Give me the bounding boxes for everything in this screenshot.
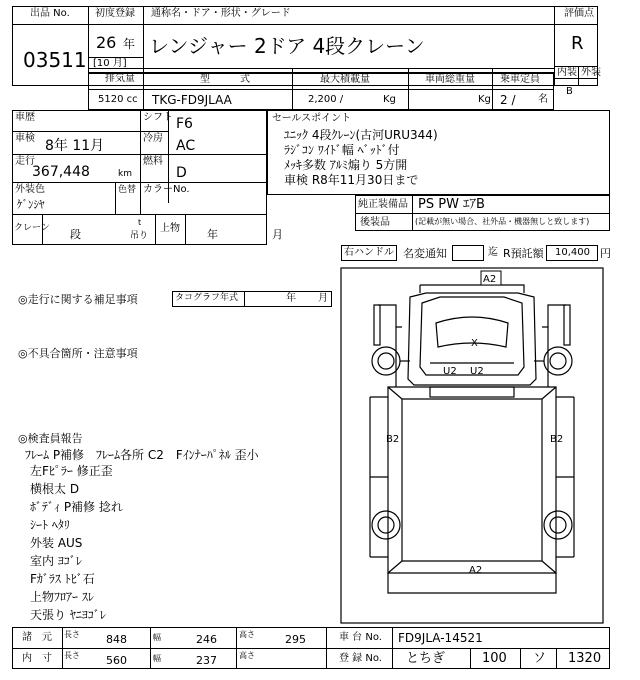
fuel-label: 燃料: [143, 156, 163, 167]
registration-label: 登 録 No.: [339, 653, 382, 664]
model-label: 通称名・ドア・形状・グレード: [151, 8, 291, 19]
handle-value: 右ハンドル: [344, 247, 394, 258]
crane-label: クレーン: [14, 223, 50, 233]
genuine-equipment: PS PW ｴｱB: [418, 197, 485, 212]
reg-year: 26: [96, 33, 117, 52]
fuel-value: D: [176, 165, 187, 181]
mark-seat-left: U2: [443, 366, 457, 377]
displacement-value: 5120 cc: [98, 94, 138, 105]
mileage-value: 367,448: [32, 164, 90, 180]
mark-front: A2: [483, 274, 497, 285]
registration-area: とちぎ: [406, 651, 446, 666]
spec-height-label: 高さ: [239, 630, 255, 639]
inspector-line: ｼｰﾄ ﾍﾀﾘ: [30, 518, 70, 532]
upper-month: 月: [272, 228, 283, 241]
registration-kana: ソ: [533, 651, 547, 666]
inspector-label: ◎検査員報告: [18, 432, 83, 445]
chassis-label: 車 台 No.: [339, 632, 382, 643]
spec-width: 246: [196, 633, 217, 646]
inspection-value: 8年 11月: [45, 138, 105, 154]
sales-point-line: ﾗｼﾞｺﾝ ﾜｲﾄﾞ幅 ﾍﾞｯﾄﾞ付: [284, 143, 400, 157]
spec-length: 848: [106, 633, 127, 646]
upper-year: 年: [207, 228, 218, 241]
interior-grade-label: 内装: [557, 67, 577, 78]
sales-point-line: ﾒｯｷ多数 ｱﾙﾐ煽り 5方開: [284, 158, 408, 172]
model-name: レンジャー 2ドア 4段クレーン: [149, 34, 425, 58]
mark-bed-left: B2: [386, 434, 400, 445]
history-label: 車歴: [15, 112, 35, 123]
first-reg-label: 初度登録: [95, 8, 135, 19]
inspector-line: 天張り ﾔﾆﾖｺﾞﾚ: [30, 608, 106, 622]
inner-label: 内 寸: [22, 653, 52, 664]
inspector-line: 上物ﾌﾛｱｰ ｽﾚ: [30, 590, 94, 604]
spec-width-label: 幅: [153, 633, 161, 642]
chassis-number: FD9JLA-14521: [398, 631, 483, 645]
registration-number: 1320: [568, 651, 602, 666]
sales-points-label: セールスポイント: [272, 113, 352, 124]
recycle-unit: 円: [600, 247, 611, 260]
max-load-label: 最大積載量: [320, 74, 370, 85]
inner-width: 237: [196, 654, 217, 667]
name-change-box: [452, 245, 484, 261]
mark-bed-rear: A2: [469, 565, 483, 576]
deadline-suffix: 迄: [488, 247, 498, 258]
aftermarket-label: 後装品: [360, 217, 390, 228]
mileage-label: 走行: [15, 156, 35, 167]
color-change-label: 色替: [118, 185, 137, 195]
crane-tons: t: [138, 218, 142, 227]
tacho-label: タコグラフ年式: [175, 293, 239, 303]
inspector-line: ﾎﾞﾃﾞｨ P補修 捻れ: [30, 500, 123, 514]
lot-number: 03511: [23, 48, 87, 72]
vehicle-damage-diagram: [340, 267, 604, 625]
recycle-label: R預託額: [503, 247, 544, 260]
reg-year-unit: 年: [123, 37, 136, 51]
mark-bed-right: B2: [550, 434, 564, 445]
tacho-year: 年: [286, 293, 296, 304]
inspection-label: 車検: [15, 133, 35, 144]
shift-value: F6: [176, 116, 193, 132]
interior-grade: B: [566, 86, 573, 97]
inner-width-label: 幅: [153, 654, 161, 663]
ext-color-value: ｹﾞﾝｼﾔ: [17, 198, 45, 211]
lot-label: 出品 No.: [30, 8, 70, 19]
sales-point-line: ﾕﾆｯｸ 4段ｸﾚｰﾝ(古河URU344): [284, 128, 438, 142]
grade-label: 評価点: [564, 8, 594, 19]
reg-month: [10 月]: [93, 58, 127, 69]
inspector-line: 外装 AUS: [30, 536, 83, 550]
inspector-line: 横根太 D: [30, 482, 80, 496]
inner-length-label: 長さ: [64, 651, 80, 660]
mark-seat-right: U2: [470, 366, 484, 377]
gross-weight-unit: Kg: [478, 94, 491, 105]
ext-color-label: 外装色: [15, 184, 45, 195]
exterior-grade-label: 外装: [581, 67, 601, 78]
max-load-value: 2,200 /: [308, 94, 344, 105]
recycle-amount: 10,400: [555, 247, 590, 258]
type-value: TKG-FD9JLAA: [152, 93, 232, 107]
inner-length: 560: [106, 654, 127, 667]
driving-notes-label: ◎走行に関する補足事項: [18, 293, 138, 306]
inspector-line: 左Fﾋﾟﾗｰ 修正歪: [30, 464, 113, 478]
defects-label: ◎不具合箇所・注意事項: [18, 347, 138, 360]
name-change-label: 名変通知: [403, 247, 447, 260]
type-label: 型 式: [200, 74, 250, 85]
inner-height-label: 高さ: [239, 651, 255, 660]
spec-label: 諸 元: [22, 632, 52, 643]
capacity-unit: 名: [538, 94, 548, 105]
overall-grade: R: [571, 33, 584, 54]
registration-class: 100: [482, 651, 507, 666]
inspector-line: 室内 ﾖｺﾞﾚ: [30, 554, 82, 568]
shift-label: シフト: [143, 112, 173, 123]
capacity-label: 乗車定員: [500, 74, 540, 85]
spec-height: 295: [285, 633, 306, 646]
inspector-line: ﾌﾚｰﾑ P補修 ﾌﾚｰﾑ各所 C2 Fｲﾝﾅｰﾊﾟﾈﾙ 歪小: [25, 448, 259, 462]
inspector-line: Fｶﾞﾗｽ ﾄﾋﾞ石: [30, 572, 95, 586]
ac-label: 冷房: [143, 133, 163, 144]
sales-point-line: 車検 R8年11月30日まで: [284, 173, 419, 187]
spec-length-label: 長さ: [64, 630, 80, 639]
ac-value: AC: [176, 138, 196, 154]
crane-hang: 吊り: [130, 231, 149, 241]
genuine-label: 純正装備品: [358, 199, 408, 210]
displacement-label: 排気量: [105, 73, 135, 84]
upper-label: 上物: [160, 223, 180, 234]
max-load-unit: Kg: [383, 94, 396, 105]
mileage-unit: km: [118, 169, 132, 179]
tacho-month: 月: [318, 293, 328, 304]
color-code-label: カラーNo.: [143, 184, 190, 195]
gross-weight-label: 車両総重量: [425, 74, 475, 85]
crane-stage: 段: [70, 228, 81, 241]
aftermarket-note: (記載が無い場合、社外品・機器無しと致します): [415, 217, 590, 226]
capacity-value: 2 /: [500, 93, 516, 107]
mark-cab: X: [471, 338, 478, 349]
